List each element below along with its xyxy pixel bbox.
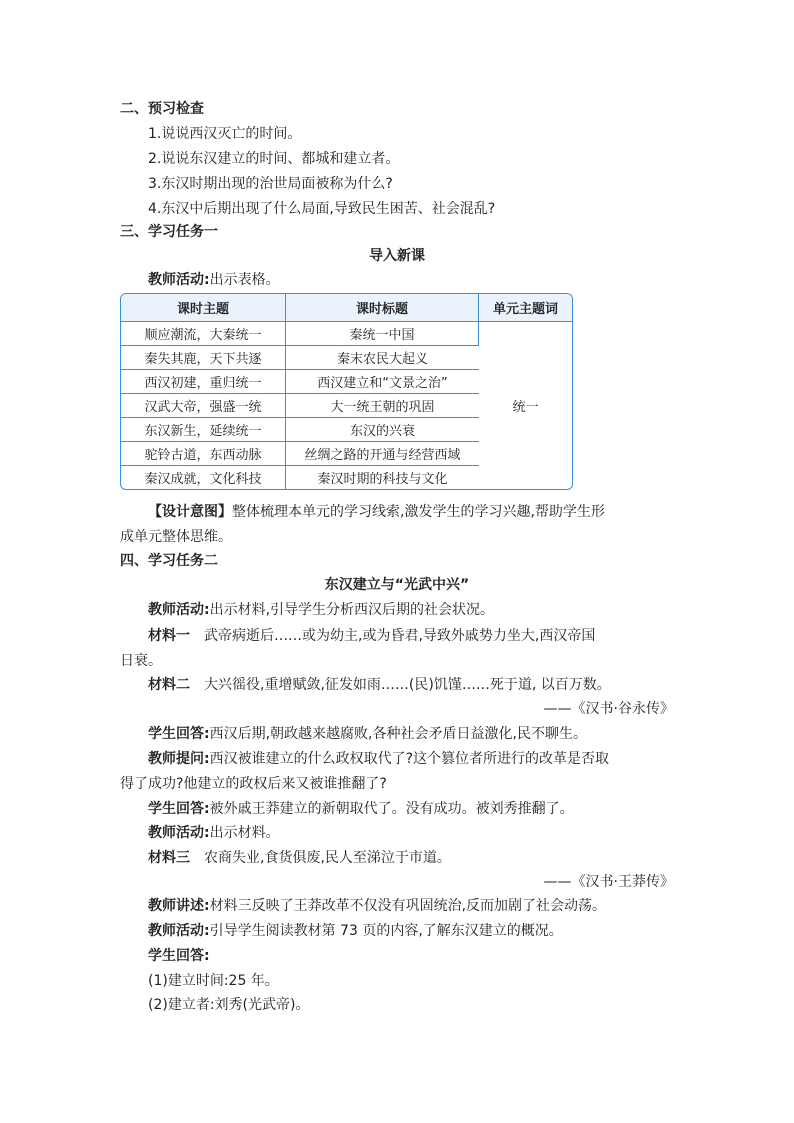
material-three-source: ——《汉书·王莽传》	[543, 874, 674, 890]
header-lesson-theme: 课时主题	[121, 294, 286, 322]
unit-lesson-table	[120, 293, 573, 490]
teacher-activity-text: 出示材料,引导学生分析西汉后期的社会状况。	[209, 602, 495, 618]
teacher-activity-label: 教师活动:	[148, 602, 210, 618]
preview-question-4: 4.东汉中后期出现了什么局面,导致民生困苦、社会混乱?	[148, 201, 496, 217]
section-title-task-two: 四、学习任务二	[120, 553, 218, 569]
table-header-row	[121, 294, 572, 322]
teacher-activity-2	[148, 823, 280, 843]
design-intent-label: 【设计意图】	[148, 504, 232, 520]
cell-theme: 秦失其鹿，天下共逐	[121, 346, 286, 370]
teacher-question-label: 教师提问:	[148, 751, 210, 767]
teacher-question	[148, 749, 609, 769]
student-answer-label: 学生回答:	[148, 726, 210, 742]
material-three	[148, 848, 451, 868]
material-one-label: 材料一	[148, 628, 190, 644]
answer-founding-time: (1)建立时间:25 年。	[148, 973, 279, 989]
teacher-explanation-label: 教师讲述:	[148, 898, 210, 914]
material-three-text: 农商失业,食货俱废,民人至涕泣于市道。	[204, 850, 451, 866]
material-one-text-cont: 日衰。	[120, 653, 162, 669]
teacher-activity-text: 出示材料。	[209, 825, 280, 841]
header-lesson-title: 课时标题	[286, 294, 479, 322]
preview-question-1: 1.说说西汉灭亡的时间。	[148, 126, 302, 142]
cell-theme: 秦汉成就，文化科技	[121, 466, 286, 489]
material-two	[148, 675, 611, 695]
preview-question-2: 2.说说东汉建立的时间、都城和建立者。	[148, 151, 400, 167]
material-two-text: 大兴徭役,重增赋敛,征发如雨……(民)饥馑……死于道, 以百万数。	[204, 677, 611, 693]
cell-title: 西汉建立和“文景之治”	[286, 370, 479, 394]
subtitle-eastern-han: 东汉建立与“光武中兴”	[324, 577, 470, 593]
student-answer-2	[148, 799, 574, 819]
teacher-activity-label: 教师活动:	[148, 825, 210, 841]
design-intent-text-cont: 成单元整体思维。	[120, 529, 232, 545]
table-row	[121, 322, 572, 346]
material-one-text: 武帝病逝后……或为幼主,或为昏君,导致外戚势力坐大,西汉帝国	[204, 628, 596, 644]
teacher-explanation-text: 材料三反映了王莽改革不仅没有巩固统治,反而加剧了社会动荡。	[209, 898, 607, 914]
design-intent-paragraph	[148, 502, 605, 522]
student-answer-text: 被外戚王莽建立的新朝取代了。没有成功。被刘秀推翻了。	[209, 801, 574, 817]
cell-title: 秦末农民大起义	[286, 346, 479, 370]
cell-theme: 顺应潮流，大秦统一	[121, 322, 286, 346]
student-answer-3-label: 学生回答:	[148, 948, 210, 964]
teacher-activity-text: 引导学生阅读教材第 73 页的内容,了解东汉建立的概况。	[209, 923, 563, 939]
material-three-label: 材料三	[148, 850, 190, 866]
section-title-task-one: 三、学习任务一	[120, 224, 218, 240]
cell-theme: 东汉新生，延续统一	[121, 418, 286, 442]
teacher-activity-3	[148, 921, 563, 941]
cell-theme: 西汉初建，重归统一	[121, 370, 286, 394]
cell-theme: 驼铃古道，东西动脉	[121, 442, 286, 466]
cell-title: 丝绸之路的开通与经营西域	[286, 442, 479, 466]
teacher-activity-label: 教师活动:	[148, 923, 210, 939]
material-two-source: ——《汉书·谷永传》	[543, 701, 674, 717]
teacher-activity-1	[148, 600, 494, 620]
teacher-question-text: 西汉被谁建立的什么政权取代了?这个篡位者所进行的改革是否取	[209, 751, 610, 767]
teacher-activity-table	[148, 270, 280, 290]
section-title-preview-check: 二、预习检查	[120, 101, 204, 117]
cell-title: 秦统一中国	[286, 322, 479, 346]
student-answer-label: 学生回答:	[148, 801, 210, 817]
student-answer-1	[148, 724, 587, 744]
cell-title: 大一统王朝的巩固	[286, 394, 479, 418]
student-answer-text: 西汉后期,朝政越来越腐败,各种社会矛盾日益激化,民不聊生。	[209, 726, 587, 742]
cell-theme: 汉武大帝，强盛一统	[121, 394, 286, 418]
cell-title: 秦汉时期的科技与文化	[317, 472, 448, 487]
cell-unit-keyword: 统一	[512, 400, 539, 415]
teacher-activity-label: 教师活动:	[148, 272, 210, 288]
design-intent-text: 整体梳理本单元的学习线索,激发学生的学习兴趣,帮助学生形	[232, 504, 605, 520]
teacher-question-text-cont: 得了成功?他建立的政权后来又被谁推翻了?	[120, 776, 387, 792]
preview-question-3: 3.东汉时期出现的治世局面被称为什么?	[148, 176, 393, 192]
header-unit-keyword: 单元主题词	[479, 294, 572, 322]
material-one	[148, 626, 595, 646]
teacher-explanation	[148, 896, 606, 916]
subtitle-intro-lesson: 导入新课	[369, 248, 425, 264]
cell-title: 东汉的兴衰	[286, 418, 479, 442]
teacher-activity-text: 出示表格。	[209, 272, 280, 288]
answer-founder: (2)建立者:刘秀(光武帝)。	[148, 997, 310, 1013]
material-two-label: 材料二	[148, 677, 190, 693]
